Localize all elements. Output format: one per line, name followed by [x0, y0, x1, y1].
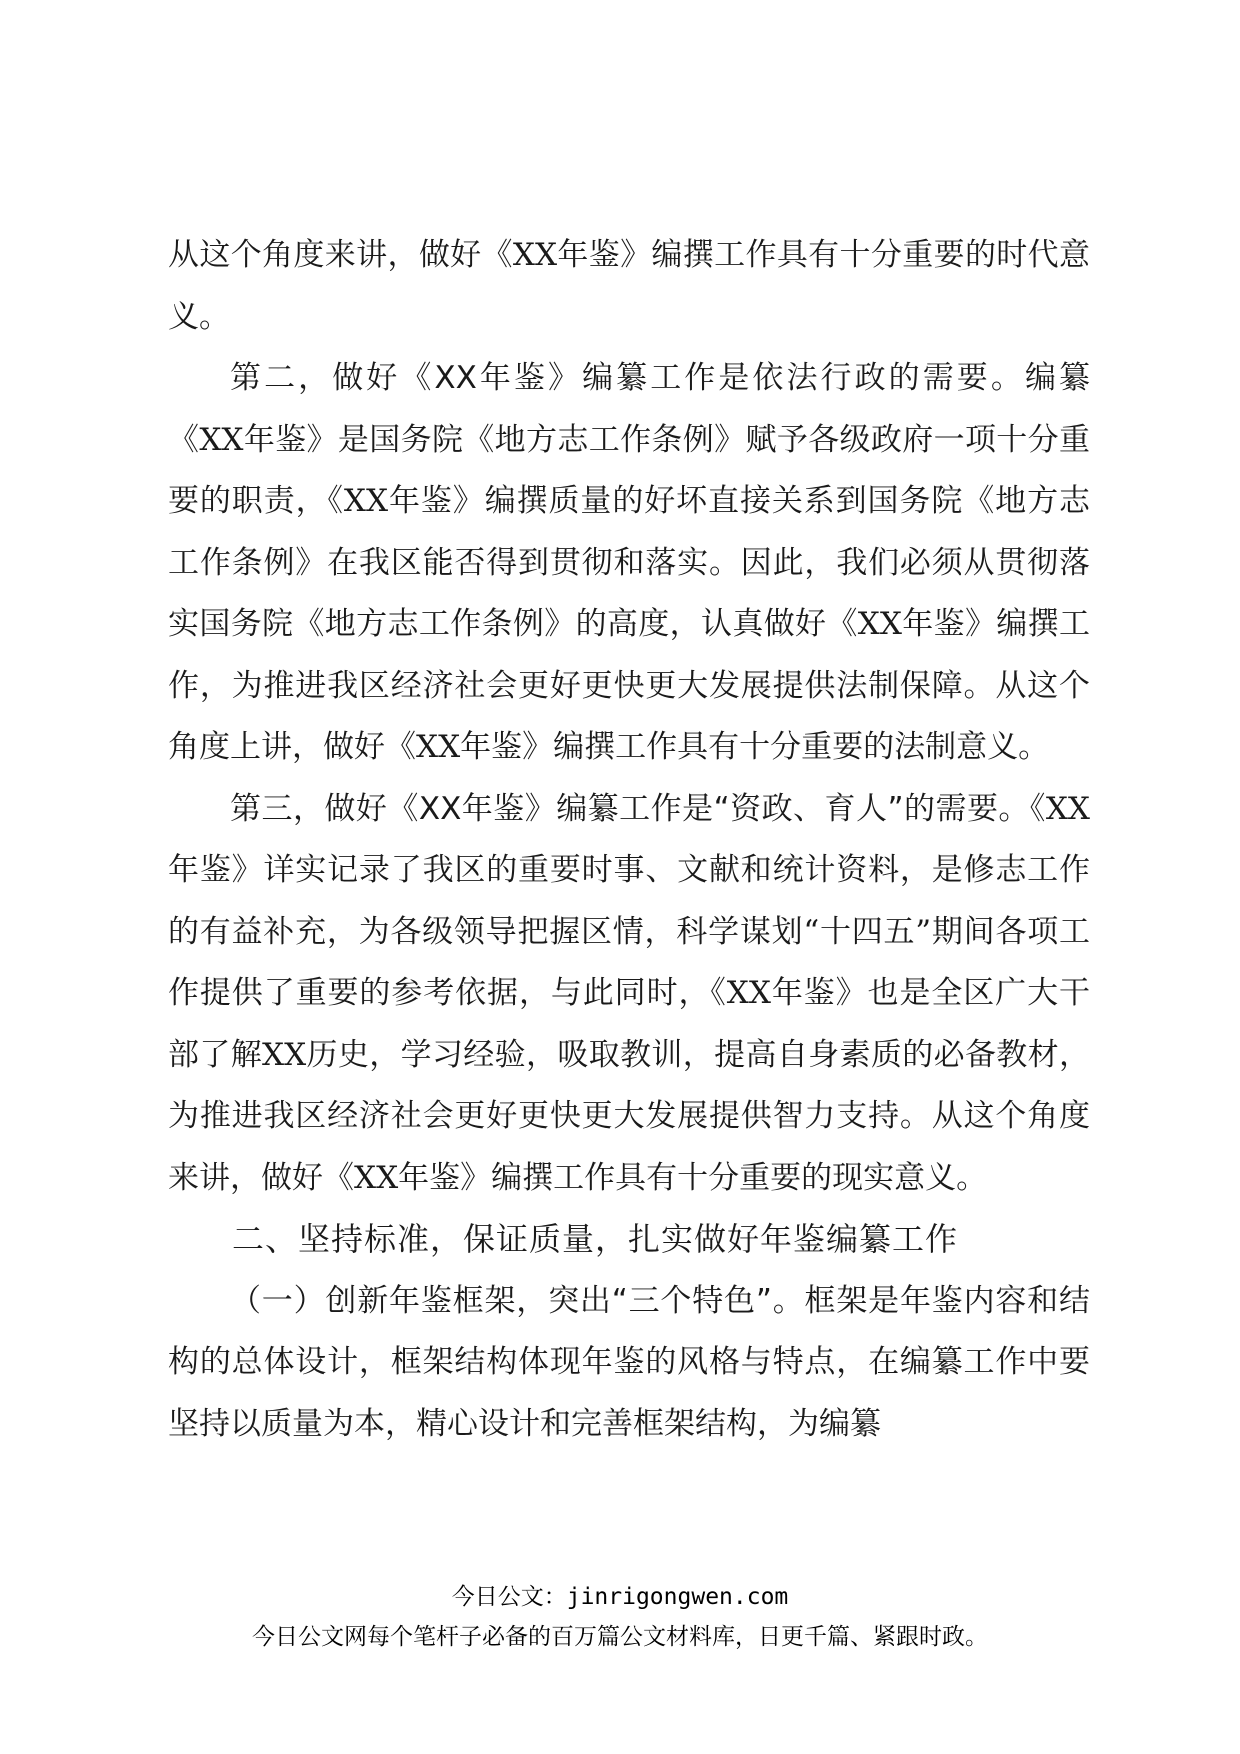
paragraph-lead: （一）创新年鉴框架，突出“三个特色”。 — [230, 1282, 805, 1319]
paragraph-text: 《XX年鉴》详实记录了我区的重要时事、文献和统计资料，是修志工作的有益补充，为各级领导把握区情，科学谋划“十四五”期间各项工作提供了重要的参考依据，与此同时，《XX年鉴》也是全区广大干部了解XX历史，学习经验，吸取教训，提高自身素质的必备教材，为推进我区经济社会更好更快更大发展提供智力支持。从这个角度来讲，做好《XX年鉴》编撰工作具有十分重要的现实意义。 — [168, 790, 1091, 1196]
paragraph-text: 编纂《XX年鉴》是国务院《地方志工作条例》赋予各级政府一项十分重要的职责，《XX年鉴》编撰质量的好坏直接关系到国务院《地方志工作条例》在我区能否得到贯彻和落实。因此，我们必须从贯彻落实国务院《地方志工作条例》的高度，认真做好《XX年鉴》编撰工作，为推进我区经济社会更好更快更大发展提供法制保障。从这个角度上讲，做好《XX年鉴》编撰工作具有十分重要的法制意义。 — [168, 360, 1091, 765]
paragraph-continuation: 从这个角度来讲，做好《XX年鉴》编撰工作具有十分重要的时代意义。 — [168, 237, 1090, 335]
paragraph-second-point — [168, 348, 1090, 779]
paragraph-text: 框架是年鉴内容和结构的总体设计，框架结构体现年鉴的风格与特点，在编纂工作中要坚持以质量为本，精心设计和完善框架结构，为编纂 — [168, 1282, 1090, 1442]
paragraph-third-point — [168, 779, 1090, 1210]
footer-tagline: 今日公文网每个笔杆子必备的百万篇公文材料库，日更千篇、紧跟时政。 — [252, 1624, 988, 1650]
section-heading: 二、坚持标准，保证质量，扎实做好年鉴编纂工作 — [232, 1220, 959, 1258]
paragraph-lead: 第二，做好《XX年鉴》编纂工作是依法行政的需要。 — [230, 360, 1025, 396]
paragraph-lead: 第三，做好《XX年鉴》编纂工作是“资政、育人”的需要。 — [230, 790, 1030, 827]
paragraph-subsection-one — [168, 1271, 1090, 1456]
footer-brand-label: 今日公文： — [451, 1584, 567, 1610]
footer-url-link[interactable]: jinrigongwen.com — [566, 1584, 789, 1610]
document-body — [168, 225, 1090, 1455]
footer-brand — [0, 1578, 1240, 1611]
